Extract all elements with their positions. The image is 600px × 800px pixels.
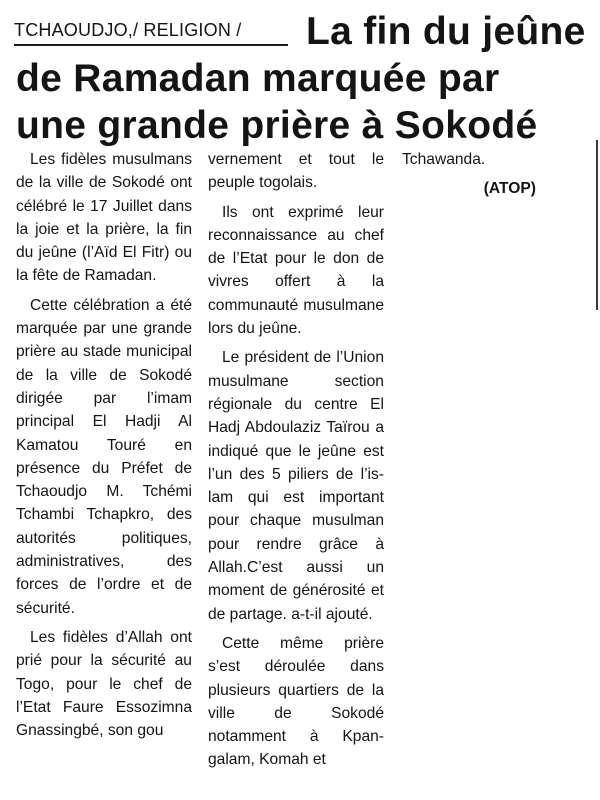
- paragraph: Les fidèles musulmans de la ville de Sokodé ont célébré le 17 Juillet dans la joie et la prière, la fin du jeûne (l’Aïd El Fitr) ou la fête de Ramadan.: [16, 151, 192, 285]
- headline-line-3: une grande prière à Sokodé: [16, 104, 538, 147]
- paragraph: Cette même prière s’est déroulée dans plusieurs quartiers de la ville de Sokodé notamment à Kpangalam, Komah et: [208, 634, 384, 769]
- article-column-3: [402, 148, 582, 201]
- paragraph: Cette célébration a été marquée par une grande prière au stade municipal de la ville de Sokodé dirigée par l’imam principal El Hadji Al Kamatou Touré en présence du Préfet de Tchaoudjo M. Tchémi Tchambi Tchapkro, des autorités politiques, administratives, des forces de l’ordre et de sécurité.: [16, 296, 192, 617]
- paragraph-continued: vernement et tout le peuple togolais.: [208, 151, 384, 192]
- section-kicker: TCHAOUDJO,/ RELIGION /: [14, 20, 242, 40]
- headline: [16, 8, 600, 149]
- paragraph: Ils ont exprimé leur reconnaissance au chef de l’Etat pour le don de vivres offert à la communauté musulmane lors du jeûne.: [208, 203, 384, 338]
- paragraph: Le président de l’Union musulmane section régionale du centre El Hadj Abdoulaziz Taïrou a indiqué que le jeûne est l’un des 5 piliers de l’islam qui est important pour chaque musulman pour rendre grâce à Allah.C’est aussi un moment de générosité et de partage. a-t-il ajouté.: [208, 349, 384, 623]
- article-column-2: [208, 148, 384, 778]
- headline-line-2: de Ramadan marquée par: [16, 57, 500, 100]
- article-column-1: [16, 148, 192, 748]
- paragraph: Les fidèles d’Allah ont prié pour la sécurité au Togo, pour le chef de l’Etat Faure Essozimna Gnassingbé, son gou: [16, 628, 192, 740]
- paragraph-continued: Tchawanda.: [402, 151, 486, 168]
- agency-signature: (ATOP): [483, 180, 536, 198]
- page-edge-rule: [596, 140, 598, 310]
- headline-line-1: La fin du jeûne: [306, 10, 586, 53]
